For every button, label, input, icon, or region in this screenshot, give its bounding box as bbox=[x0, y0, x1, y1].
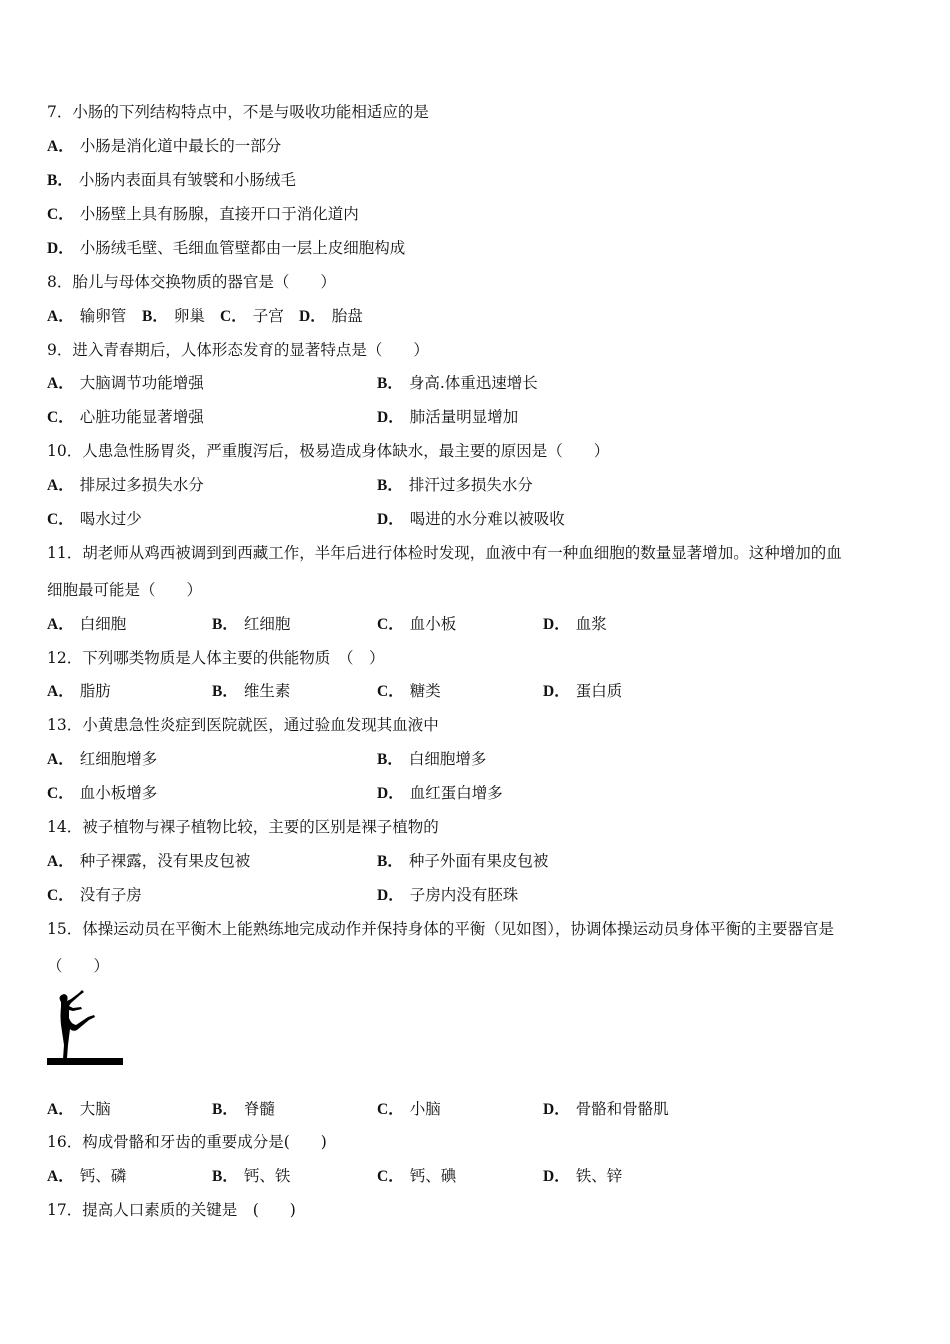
option-text: 小肠壁上具有肠腺，直接开口于消化道内 bbox=[79, 205, 359, 223]
option-label: C． bbox=[47, 409, 74, 426]
option-text: 蛋白质 bbox=[575, 682, 623, 700]
question-stem: 胡老师从鸡西被调到到西藏工作，半年后进行体检时发现，血液中有一种血细胞的数量显著增加。这种增加的血 bbox=[82, 544, 842, 562]
option-b bbox=[377, 475, 533, 496]
option-label: D． bbox=[543, 683, 570, 700]
option-c bbox=[377, 614, 456, 635]
option-text: 肺活量明显增加 bbox=[409, 408, 519, 426]
option-c bbox=[47, 509, 142, 530]
option-label: B． bbox=[377, 375, 403, 392]
option-label: A． bbox=[47, 1101, 74, 1118]
option-label: B． bbox=[47, 172, 73, 189]
option-label: C． bbox=[47, 511, 74, 528]
option-text: 小肠内表面具有皱襞和小肠绒毛 bbox=[78, 171, 296, 189]
option-b bbox=[212, 1166, 290, 1187]
option-text: 子房内没有胚珠 bbox=[409, 886, 519, 904]
option-a bbox=[47, 749, 157, 770]
option-c bbox=[47, 885, 142, 906]
option-a bbox=[47, 1099, 111, 1120]
option-label: D． bbox=[543, 616, 570, 633]
question-stem: 进入青春期后，人体形态发育的显著特点是（ ） bbox=[72, 341, 429, 359]
question-number: 9． bbox=[47, 341, 73, 359]
question-stem: 胎儿与母体交换物质的器官是（ ） bbox=[72, 273, 336, 291]
option-text: 种子裸露，没有果皮包被 bbox=[79, 852, 251, 870]
option-a bbox=[47, 851, 250, 872]
option-d bbox=[47, 238, 405, 259]
option-a bbox=[47, 373, 204, 394]
question-stem: 被子植物与裸子植物比较，主要的区别是裸子植物的 bbox=[82, 818, 439, 836]
option-b bbox=[212, 614, 290, 635]
option-label: A． bbox=[47, 1168, 74, 1185]
option-text: 小脑 bbox=[409, 1100, 441, 1118]
option-a bbox=[47, 681, 111, 702]
question-number: 10． bbox=[47, 442, 83, 460]
question-16 bbox=[47, 1132, 327, 1152]
option-label: A． bbox=[47, 683, 74, 700]
option-text: 白细胞 bbox=[79, 615, 127, 633]
option-label: C． bbox=[377, 683, 404, 700]
option-label: D． bbox=[47, 240, 74, 257]
option-label: C． bbox=[377, 616, 404, 633]
question-stem: 体操运动员在平衡木上能熟练地完成动作并保持身体的平衡（见如图），协调体操运动员身体平衡的主要器官是 bbox=[82, 920, 834, 938]
question-7 bbox=[47, 102, 429, 122]
option-text: 小肠是消化道中最长的一部分 bbox=[79, 137, 282, 155]
question-11-continued: 细胞最可能是（ ） bbox=[47, 581, 203, 599]
question-11 bbox=[47, 543, 842, 563]
question-8 bbox=[47, 272, 336, 292]
option-text: 输卵管 bbox=[79, 307, 127, 325]
option-text: 喝进的水分难以被吸收 bbox=[409, 510, 565, 528]
option-label: D． bbox=[377, 785, 404, 802]
option-text: 钙、磷 bbox=[79, 1167, 127, 1185]
option-d bbox=[299, 306, 363, 327]
option-d bbox=[377, 783, 503, 804]
question-17 bbox=[47, 1200, 296, 1220]
question-number: 15． bbox=[47, 920, 83, 938]
option-label: B． bbox=[212, 683, 238, 700]
option-label: D． bbox=[377, 511, 404, 528]
option-text: 大脑 bbox=[79, 1100, 111, 1118]
option-label: A． bbox=[47, 308, 74, 325]
option-label: B． bbox=[212, 616, 238, 633]
option-d bbox=[543, 1099, 669, 1120]
question-number: 16． bbox=[47, 1133, 83, 1151]
option-label: C． bbox=[377, 1168, 404, 1185]
option-c bbox=[47, 783, 157, 804]
question-13 bbox=[47, 715, 439, 735]
question-number: 8． bbox=[47, 273, 73, 291]
option-text: 铁、锌 bbox=[575, 1167, 623, 1185]
option-text: 红细胞增多 bbox=[79, 750, 158, 768]
option-text: 血浆 bbox=[575, 615, 607, 633]
option-text: 种子外面有果皮包被 bbox=[408, 852, 549, 870]
option-label: A． bbox=[47, 138, 74, 155]
option-text: 钙、铁 bbox=[243, 1167, 291, 1185]
option-a bbox=[47, 136, 281, 157]
option-d bbox=[543, 1166, 622, 1187]
option-label: B． bbox=[377, 751, 403, 768]
option-text: 脂肪 bbox=[79, 682, 111, 700]
option-text: 子宫 bbox=[252, 307, 284, 325]
option-text: 血红蛋白增多 bbox=[409, 784, 503, 802]
option-label: C． bbox=[47, 206, 74, 223]
option-label: D． bbox=[543, 1101, 570, 1118]
option-label: A． bbox=[47, 853, 74, 870]
option-text: 喝水过少 bbox=[79, 510, 142, 528]
option-label: B． bbox=[377, 853, 403, 870]
option-a bbox=[47, 614, 126, 635]
option-label: A． bbox=[47, 375, 74, 392]
option-label: D． bbox=[377, 409, 404, 426]
option-text: 血小板增多 bbox=[79, 784, 158, 802]
option-label: C． bbox=[377, 1101, 404, 1118]
option-text: 钙、碘 bbox=[409, 1167, 457, 1185]
option-d bbox=[377, 509, 565, 530]
option-a bbox=[47, 306, 126, 327]
question-15 bbox=[47, 919, 834, 939]
option-text: 大脑调节功能增强 bbox=[79, 374, 204, 392]
question-number: 13． bbox=[47, 716, 83, 734]
option-text: 小肠绒毛壁、毛细血管壁都由一层上皮细胞构成 bbox=[79, 239, 406, 257]
question-12 bbox=[47, 648, 385, 668]
option-text: 排尿过多损失水分 bbox=[79, 476, 204, 494]
option-b bbox=[142, 306, 205, 327]
option-c bbox=[377, 681, 441, 702]
option-d bbox=[543, 614, 607, 635]
question-10 bbox=[47, 441, 609, 461]
option-b bbox=[377, 851, 548, 872]
question-number: 7． bbox=[47, 103, 73, 121]
option-label: D． bbox=[543, 1168, 570, 1185]
question-number: 17． bbox=[47, 1201, 83, 1219]
option-label: C． bbox=[47, 785, 74, 802]
option-label: B． bbox=[377, 477, 403, 494]
option-text: 排汗过多损失水分 bbox=[408, 476, 533, 494]
option-text: 脊髓 bbox=[243, 1100, 275, 1118]
option-text: 卵巢 bbox=[173, 307, 205, 325]
option-b bbox=[47, 170, 296, 191]
question-stem: 小黄患急性炎症到医院就医，通过验血发现其血液中 bbox=[82, 716, 439, 734]
option-text: 身高.体重迅速增长 bbox=[408, 374, 538, 392]
option-label: B． bbox=[142, 308, 168, 325]
option-label: A． bbox=[47, 477, 74, 494]
option-b bbox=[377, 749, 486, 770]
option-d bbox=[377, 885, 518, 906]
question-number: 11． bbox=[47, 544, 83, 562]
question-15-continued: （ ） bbox=[47, 957, 110, 975]
option-c bbox=[47, 204, 359, 225]
option-text: 心脏功能显著增强 bbox=[79, 408, 204, 426]
option-a bbox=[47, 475, 204, 496]
option-label: D． bbox=[299, 308, 326, 325]
option-label: B． bbox=[212, 1101, 238, 1118]
option-text: 没有子房 bbox=[79, 886, 142, 904]
option-b bbox=[377, 373, 538, 394]
gymnast-balance-beam-image bbox=[47, 988, 123, 1066]
option-text: 血小板 bbox=[409, 615, 457, 633]
option-c bbox=[47, 407, 204, 428]
option-d bbox=[377, 407, 518, 428]
option-label: A． bbox=[47, 751, 74, 768]
option-b bbox=[212, 1099, 275, 1120]
option-label: B． bbox=[212, 1168, 238, 1185]
option-text: 维生素 bbox=[243, 682, 291, 700]
option-text: 胎盘 bbox=[331, 307, 363, 325]
question-stem: 小肠的下列结构特点中，不是与吸收功能相适应的是 bbox=[72, 103, 429, 121]
option-text: 红细胞 bbox=[243, 615, 291, 633]
question-number: 12． bbox=[47, 649, 83, 667]
question-stem: 提高人口素质的关键是 ( ) bbox=[82, 1201, 296, 1219]
question-stem: 构成骨骼和牙齿的重要成分是( ) bbox=[82, 1133, 327, 1151]
option-c bbox=[377, 1166, 456, 1187]
question-number: 14． bbox=[47, 818, 83, 836]
option-label: C． bbox=[220, 308, 247, 325]
option-label: A． bbox=[47, 616, 74, 633]
option-c bbox=[220, 306, 284, 327]
question-14 bbox=[47, 817, 439, 837]
option-c bbox=[377, 1099, 441, 1120]
option-d bbox=[543, 681, 622, 702]
option-label: C． bbox=[47, 887, 74, 904]
option-b bbox=[212, 681, 290, 702]
option-text: 糖类 bbox=[409, 682, 441, 700]
question-stem: 人患急性肠胃炎，严重腹泻后，极易造成身体缺水，最主要的原因是（ ） bbox=[82, 442, 610, 460]
question-9 bbox=[47, 340, 429, 360]
option-a bbox=[47, 1166, 126, 1187]
option-label: D． bbox=[377, 887, 404, 904]
question-stem: 下列哪类物质是人体主要的供能物质 （ ） bbox=[82, 649, 385, 667]
option-text: 骨骼和骨骼肌 bbox=[575, 1100, 669, 1118]
option-text: 白细胞增多 bbox=[408, 750, 487, 768]
